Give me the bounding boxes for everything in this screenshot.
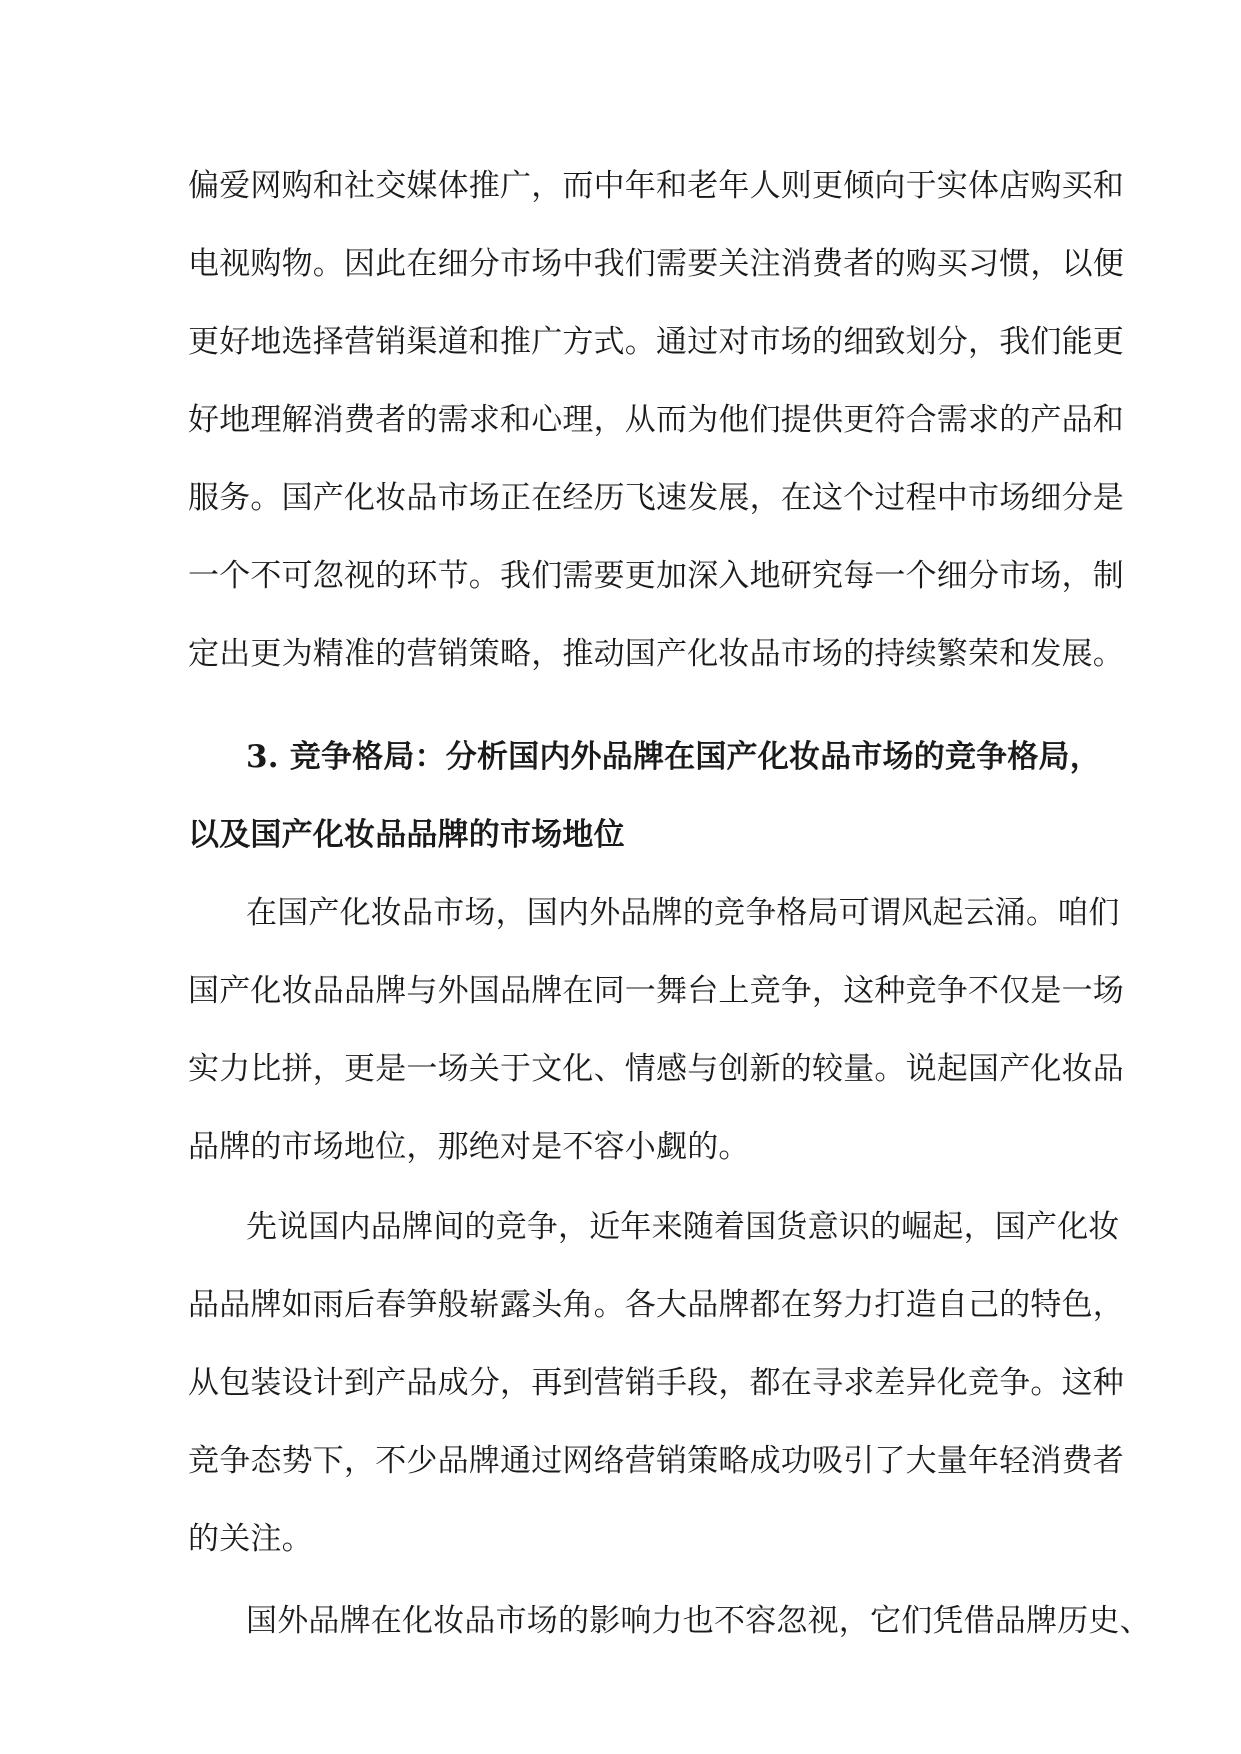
paragraph-domestic-brands <box>188 1188 1124 1578</box>
paragraph-market-segmentation <box>188 147 1124 693</box>
heading-line: 3. 竞争格局：分析国内外品牌在国产化妆品市场的竞争格局， <box>246 739 1101 775</box>
text-line: 定出更为精准的营销策略，推动国产化妆品市场的持续繁荣和发展。 <box>188 636 1124 672</box>
text-line: 从包装设计到产品成分，再到营销手段，都在寻求差异化竞争。这种 <box>188 1365 1124 1401</box>
text-line: 竞争态势下，不少品牌通过网络营销策略成功吸引了大量年轻消费者 <box>188 1443 1124 1479</box>
paragraph-foreign-brands <box>188 1582 1151 1660</box>
spacer <box>188 693 1058 718</box>
text-line: 品牌的市场地位，那绝对是不容小觑的。 <box>188 1129 750 1165</box>
paragraph-competition-overview <box>188 874 1124 1186</box>
text-line: 一个不可忽视的环节。我们需要更加深入地研究每一个细分市场，制 <box>188 558 1124 594</box>
text-line: 偏爱网购和社交媒体推广，而中年和老年人则更倾向于实体店购买和 <box>188 168 1124 204</box>
text-line: 先说国内品牌间的竞争，近年来随着国货意识的崛起，国产化妆 <box>246 1209 1120 1245</box>
text-line: 好地理解消费者的需求和心理，从而为他们提供更符合需求的产品和 <box>188 402 1124 438</box>
text-line: 服务。国产化妆品市场正在经历飞速发展，在这个过程中市场细分是 <box>188 480 1124 516</box>
text-line: 品品牌如雨后春笋般崭露头角。各大品牌都在努力打造自己的特色， <box>188 1287 1124 1323</box>
text-line: 国产化妆品品牌与外国品牌在同一舞台上竞争，这种竞争不仅是一场 <box>188 973 1124 1009</box>
heading-line: 以及国产化妆品品牌的市场地位 <box>188 817 625 853</box>
section-heading <box>188 718 1101 874</box>
text-line: 的关注。 <box>188 1521 313 1557</box>
text-line: 电视购物。因此在细分市场中我们需要关注消费者的购买习惯，以便 <box>188 246 1124 282</box>
text-line: 实力比拼，更是一场关于文化、情感与创新的较量。说起国产化妆品 <box>188 1051 1124 1087</box>
document-body <box>188 147 1151 1660</box>
text-line: 国外品牌在化妆品市场的影响力也不容忽视，它们凭借品牌历史、 <box>246 1603 1151 1639</box>
text-line: 更好地选择营销渠道和推广方式。通过对市场的细致划分，我们能更 <box>188 324 1124 360</box>
text-line: 在国产化妆品市场，国内外品牌的竞争格局可谓风起云涌。咱们 <box>246 895 1120 931</box>
